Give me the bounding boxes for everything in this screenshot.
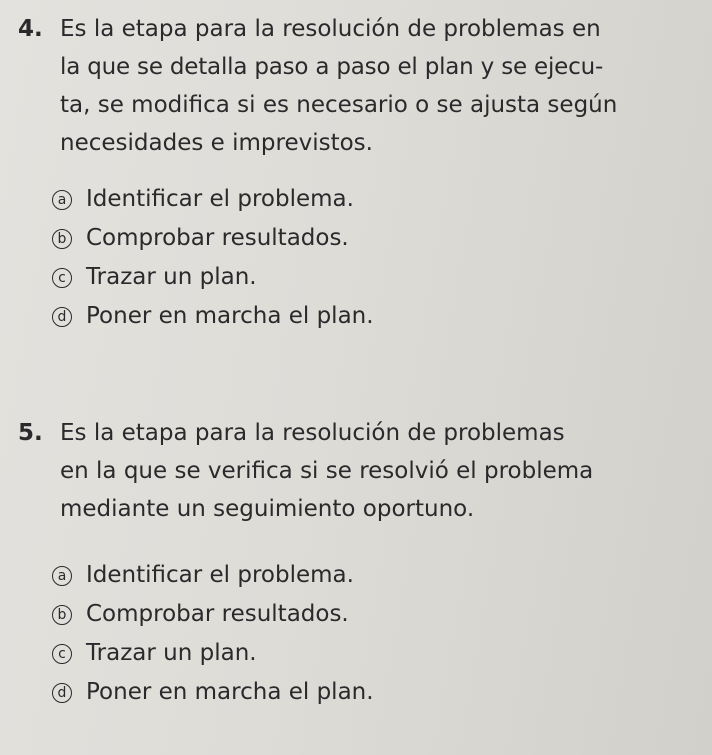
option-d[interactable] (52, 297, 690, 336)
option-label: Identificar el problema. (86, 562, 354, 588)
option-label: Poner en marcha el plan. (86, 303, 374, 329)
question-text: en la que se verifica si se resolvió el problema (60, 458, 594, 484)
option-a[interactable] (52, 180, 690, 219)
option-marker: c (52, 268, 72, 288)
options-list (18, 556, 690, 712)
option-label: Trazar un plan. (86, 264, 257, 290)
option-label: Poner en marcha el plan. (86, 679, 374, 705)
question-text: Es la etapa para la resolución de problemas (60, 420, 565, 446)
option-c[interactable] (52, 258, 690, 297)
question-5-line-1 (18, 414, 690, 452)
option-c[interactable] (52, 634, 690, 673)
option-label: Comprobar resultados. (86, 601, 349, 627)
option-marker: b (52, 605, 72, 625)
question-number: 4. (18, 16, 43, 42)
question-4 (18, 10, 690, 336)
option-marker: d (52, 307, 72, 327)
option-label: Trazar un plan. (86, 640, 257, 666)
question-4-line-1 (18, 10, 690, 48)
option-a[interactable] (52, 556, 690, 595)
question-text: mediante un seguimiento oportuno. (60, 496, 475, 522)
question-5 (18, 414, 690, 712)
option-marker: c (52, 644, 72, 664)
option-d[interactable] (52, 673, 690, 712)
option-b[interactable] (52, 219, 690, 258)
question-number: 5. (18, 420, 43, 446)
option-marker: a (52, 566, 72, 586)
question-text: la que se detalla paso a paso el plan y se ejecu- (60, 54, 604, 80)
option-b[interactable] (52, 595, 690, 634)
question-text: necesidades e imprevistos. (60, 130, 373, 156)
options-list (18, 180, 690, 336)
option-label: Identificar el problema. (86, 186, 354, 212)
question-text: Es la etapa para la resolución de problemas en (60, 16, 601, 42)
question-text: ta, se modifica si es necesario o se ajusta según (60, 92, 618, 118)
option-marker: a (52, 190, 72, 210)
option-marker: d (52, 683, 72, 703)
option-marker: b (52, 229, 72, 249)
option-label: Comprobar resultados. (86, 225, 349, 251)
